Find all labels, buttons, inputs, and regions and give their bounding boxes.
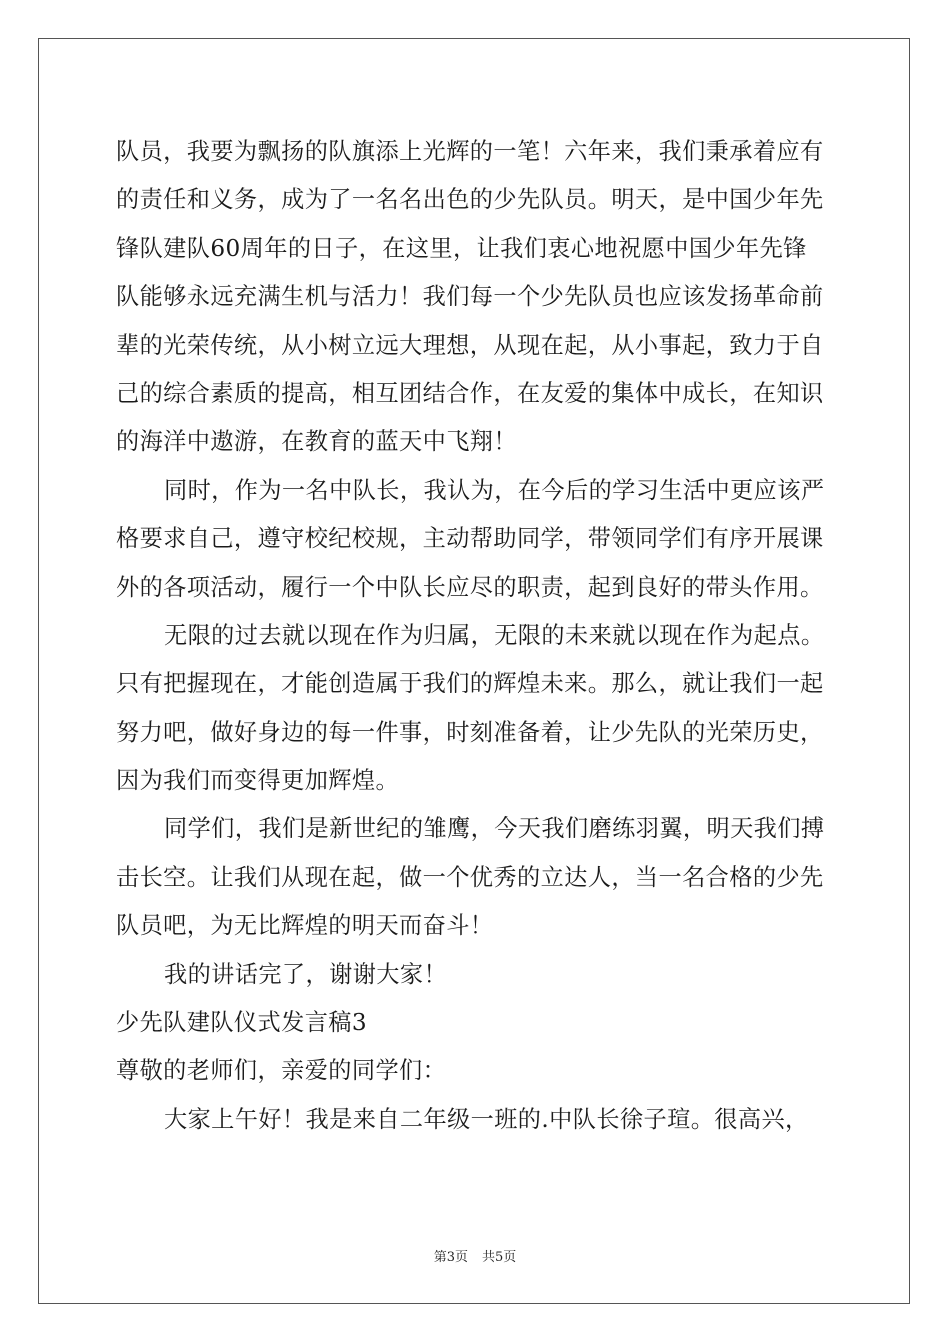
text-line: 队员吧，为无比辉煌的明天而奋斗！ <box>116 912 494 940</box>
text-line: 的海洋中遨游，在教育的蓝天中飞翔！ <box>116 428 517 456</box>
text-line: 无限的过去就以现在作为归属，无限的未来就以现在作为起点。 <box>164 621 825 649</box>
text-line: 因为我们而变得更加辉煌。 <box>116 767 400 795</box>
text-line: 格要求自己，遵守校纪校规，主动帮助同学，带领同学们有序开展课 <box>116 525 824 553</box>
text-line: 队员，我要为飘扬的队旗添上光辉的一笔！六年来，我们秉承着应有 <box>116 138 824 165</box>
text-line: 同时，作为一名中队长，我认为，在今后的学习生活中更应该严 <box>164 476 825 504</box>
text-line: 击长空。让我们从现在起，做一个优秀的立达人，当一名合格的少先 <box>116 863 824 891</box>
text-line: 辈的光荣传统，从小树立远大理想，从现在起，从小事起，致力于自 <box>116 331 824 359</box>
text-line: 努力吧，做好身边的每一件事，时刻准备着，让少先队的光荣历史， <box>116 718 824 746</box>
text-line: 大家上午好！我是来自二年级一班的.中队长徐子瑄。很高兴， <box>164 1105 809 1133</box>
text-line: 尊敬的老师们，亲爱的同学们： <box>116 1057 447 1085</box>
page-total: 共5页 <box>482 1250 517 1265</box>
text-line: 队能够永远充满生机与活力！我们每一个少先队员也应该发扬革命前 <box>116 283 824 311</box>
page-number: 第3页 <box>433 1250 468 1265</box>
text-line: 外的各项活动，履行一个中队长应尽的职责，起到良好的带头作用。 <box>116 573 824 601</box>
text-line: 锋队建队60周年的日子，在这里，让我们衷心地祝愿中国少年先锋 <box>116 234 807 262</box>
page-footer <box>0 1246 950 1265</box>
text-line: 己的综合素质的提高，相互团结合作，在友爱的集体中成长，在知识 <box>116 379 824 407</box>
text-line: 的责任和义务，成为了一名名出色的少先队员。明天，是中国少年先 <box>116 186 824 214</box>
text-line: 只有把握现在，才能创造属于我们的辉煌未来。那么，就让我们一起 <box>116 670 824 698</box>
document-body <box>116 128 836 1144</box>
text-line: 我的讲话完了，谢谢大家！ <box>164 960 448 988</box>
text-line: 同学们，我们是新世纪的雏鹰，今天我们磨练羽翼，明天我们搏 <box>164 815 825 843</box>
text-line: 少先队建队仪式发言稿3 <box>116 1009 368 1037</box>
